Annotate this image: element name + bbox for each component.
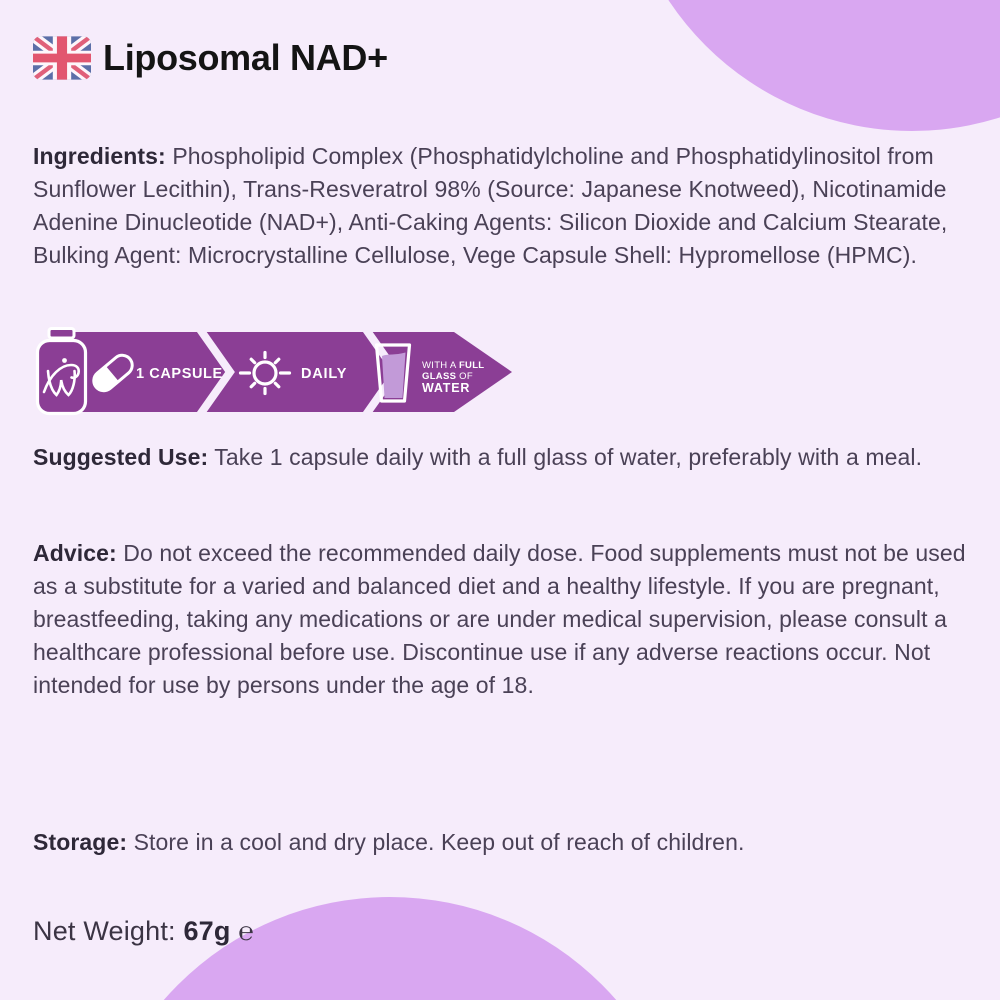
net-weight-value: 67g <box>183 916 231 946</box>
ingredients-text: Phospholipid Complex (Phosphatidylcholine and Phosphatidylinositol from Sunflower Lecithin), Trans-Resveratrol 98% (Source: Japanese Knotweed), Nicotinamide Adenine Dinucleotide (NAD+), Anti-Caking Agents: Silicon Dioxide and Calcium Stearate, Bulking Agent: Microcrystalline Cellulose, Vege Capsule Shell: Hypromellose (HPMC). <box>33 143 948 268</box>
decorative-blob-bottom <box>90 897 690 1000</box>
suggested-use-label: Suggested Use: <box>33 444 209 470</box>
storage-paragraph <box>33 826 975 859</box>
step2-label: DAILY <box>301 366 348 382</box>
suggested-use-paragraph <box>33 441 975 474</box>
header <box>33 36 388 80</box>
advice-paragraph <box>33 537 975 702</box>
suggested-use-text: Take 1 capsule daily with a full glass of water, preferably with a meal. <box>214 444 923 470</box>
step3-line3: WATER <box>422 381 471 395</box>
step1-label: 1 CAPSULE <box>136 366 223 382</box>
ingredients-paragraph <box>33 140 975 272</box>
advice-label: Advice: <box>33 540 117 566</box>
uk-flag-icon <box>33 36 91 80</box>
step3-line2: GLASS OF <box>422 371 473 382</box>
advice-text: Do not exceed the recommended daily dose. Food supplements must not be used as a substitute for a varied and balanced diet and a healthy lifestyle. If you are pregnant, breastfeeding, taking any medications or are under medical supervision, please consult a healthcare professional before use. Discontinue use if any adverse reactions occur. Not intended for use by persons under the age of 18. <box>33 540 966 698</box>
ingredients-label: Ingredients: <box>33 143 166 169</box>
dosage-banner-graphic <box>33 327 515 419</box>
decorative-blob-top-right <box>620 0 1000 131</box>
page-title: Liposomal NAD+ <box>103 37 388 78</box>
step3-line1: WITH A FULL <box>422 360 485 371</box>
net-weight <box>33 916 254 947</box>
supplement-bottle-icon <box>38 329 86 414</box>
storage-text: Store in a cool and dry place. Keep out of reach of children. <box>133 829 745 855</box>
net-weight-label: Net Weight: <box>33 916 176 946</box>
dosage-banner <box>33 327 515 419</box>
storage-label: Storage: <box>33 829 128 855</box>
estimated-sign: ℮ <box>238 916 255 946</box>
